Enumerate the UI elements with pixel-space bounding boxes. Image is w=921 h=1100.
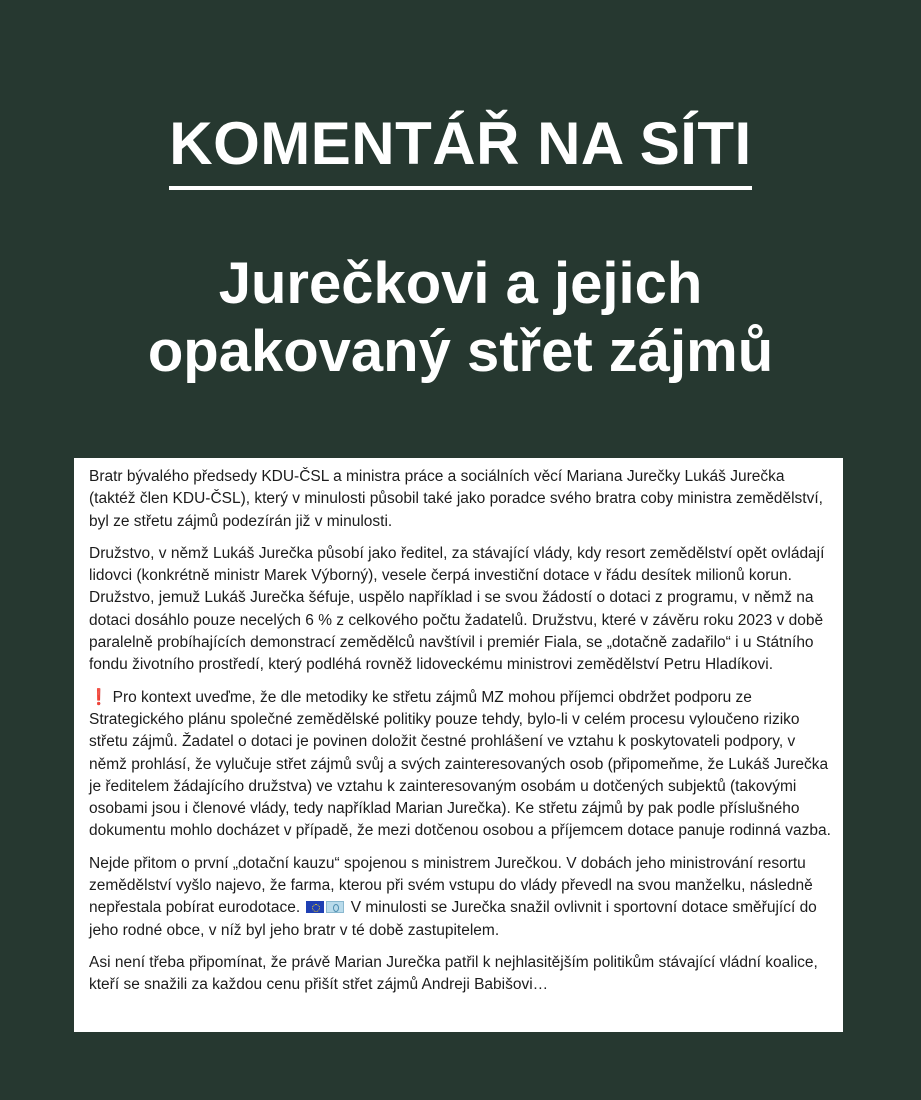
article-paragraph-4-text-a: Nejde přitom o první „dotační kauzu“ spojenou s ministrem Jurečkou. V dobách jeho ministrování resortu zemědělství vyšlo najevo, že farma, kterou při svém vstupu do vlády převedl na svou manželku, následně nepřestala pobírat eurodotace. <box>89 854 813 917</box>
headline <box>0 250 921 386</box>
euro-banknote-icon <box>326 901 344 913</box>
article-paragraph-4 <box>89 853 831 942</box>
article-paragraph-2: Družstvo, v němž Lukáš Jurečka působí jako ředitel, za stávající vlády, kdy resort zemědělství opět ovládají lidovci (konkrétně ministr Marek Výborný), vesele čerpá investiční dotace v řádu desítek milionů korun. Družstvo, jemuž Lukáš Jurečka šéfuje, uspělo například i se svou žádostí o dotaci z programu, v němž na dotaci dosáhlo pouze necelých 6 % z celkového počtu žadatelů. Družstvu, které v závěru roku 2023 v době paralelně probíhajících demonstrací zemědělců navštívil i premiér Fiala, se „dotačně zadařilo“ i u Státního fondu životního prostředí, který podléhá rovněž lidoveckému ministrovi zemědělství Petru Hladíkovi. <box>89 544 825 674</box>
article-paragraph-5: Asi není třeba připomínat, že právě Marian Jurečka patřil k nejhlasitějším politikům stávající vládní koalice, kteří se snažili za každou cenu přišít střet zájmů Andreji Babišovi… <box>89 953 818 994</box>
article-paragraph-4-text-b: V minulosti se Jurečka snažil ovlivnit i sportovní dotace směřující do jeho rodné obce, v níž byl jeho bratr v té době zastupitelem. <box>89 899 817 939</box>
article-card <box>74 458 843 1032</box>
article-paragraph-1: Bratr bývalého předsedy KDU-ČSL a ministra práce a sociálních věcí Mariana Jurečky Lukáš Jurečka (taktéž člen KDU-ČSL), který v minulosti působil také jako poradce svého bratra coby ministra zemědělství, byl ze střetu zájmů podezírán již v minulosti. <box>89 468 823 530</box>
kicker-title-text: KOMENTÁŘ NA SÍTI <box>169 108 751 190</box>
article-paragraph-3-text: Pro kontext uveďme, že dle metodiky ke střetu zájmů MZ mohou příjemci obdržet podporu ze Strategického plánu společné zemědělské politiky pouze tehdy, bylo-li v celém procesu vyloučeno riziko střetu zájmů. Žadatel o dotaci je povinen doložit čestné prohlášení ve vztahu k poskytovateli podpory, v němž prohlásí, že vylučuje střet zájmů svůj a svých zainteresovaných osob (připomeňme, že Lukáš Jurečka je ředitelem žádajícího družstva) ve vztahu k zainteresovaným osobám u dotčených subjektů (takovými osobami jsou i členové vlády, tedy například Marian Jurečka). Ke střetu zájmů by pak podle příslušného dokumentu mohlo docházet v případě, že mezi dotčenou osobou a příjemcem dotace panuje rodinná vazba. <box>89 688 831 840</box>
kicker-title <box>0 108 921 190</box>
headline-line-1: Jurečkovi a jejich <box>218 251 703 316</box>
eu-flag-icon <box>306 901 324 913</box>
article-paragraph-3 <box>89 687 831 843</box>
exclamation-icon: ❗ <box>89 688 109 706</box>
headline-line-2: opakovaný střet zájmů <box>147 319 774 384</box>
